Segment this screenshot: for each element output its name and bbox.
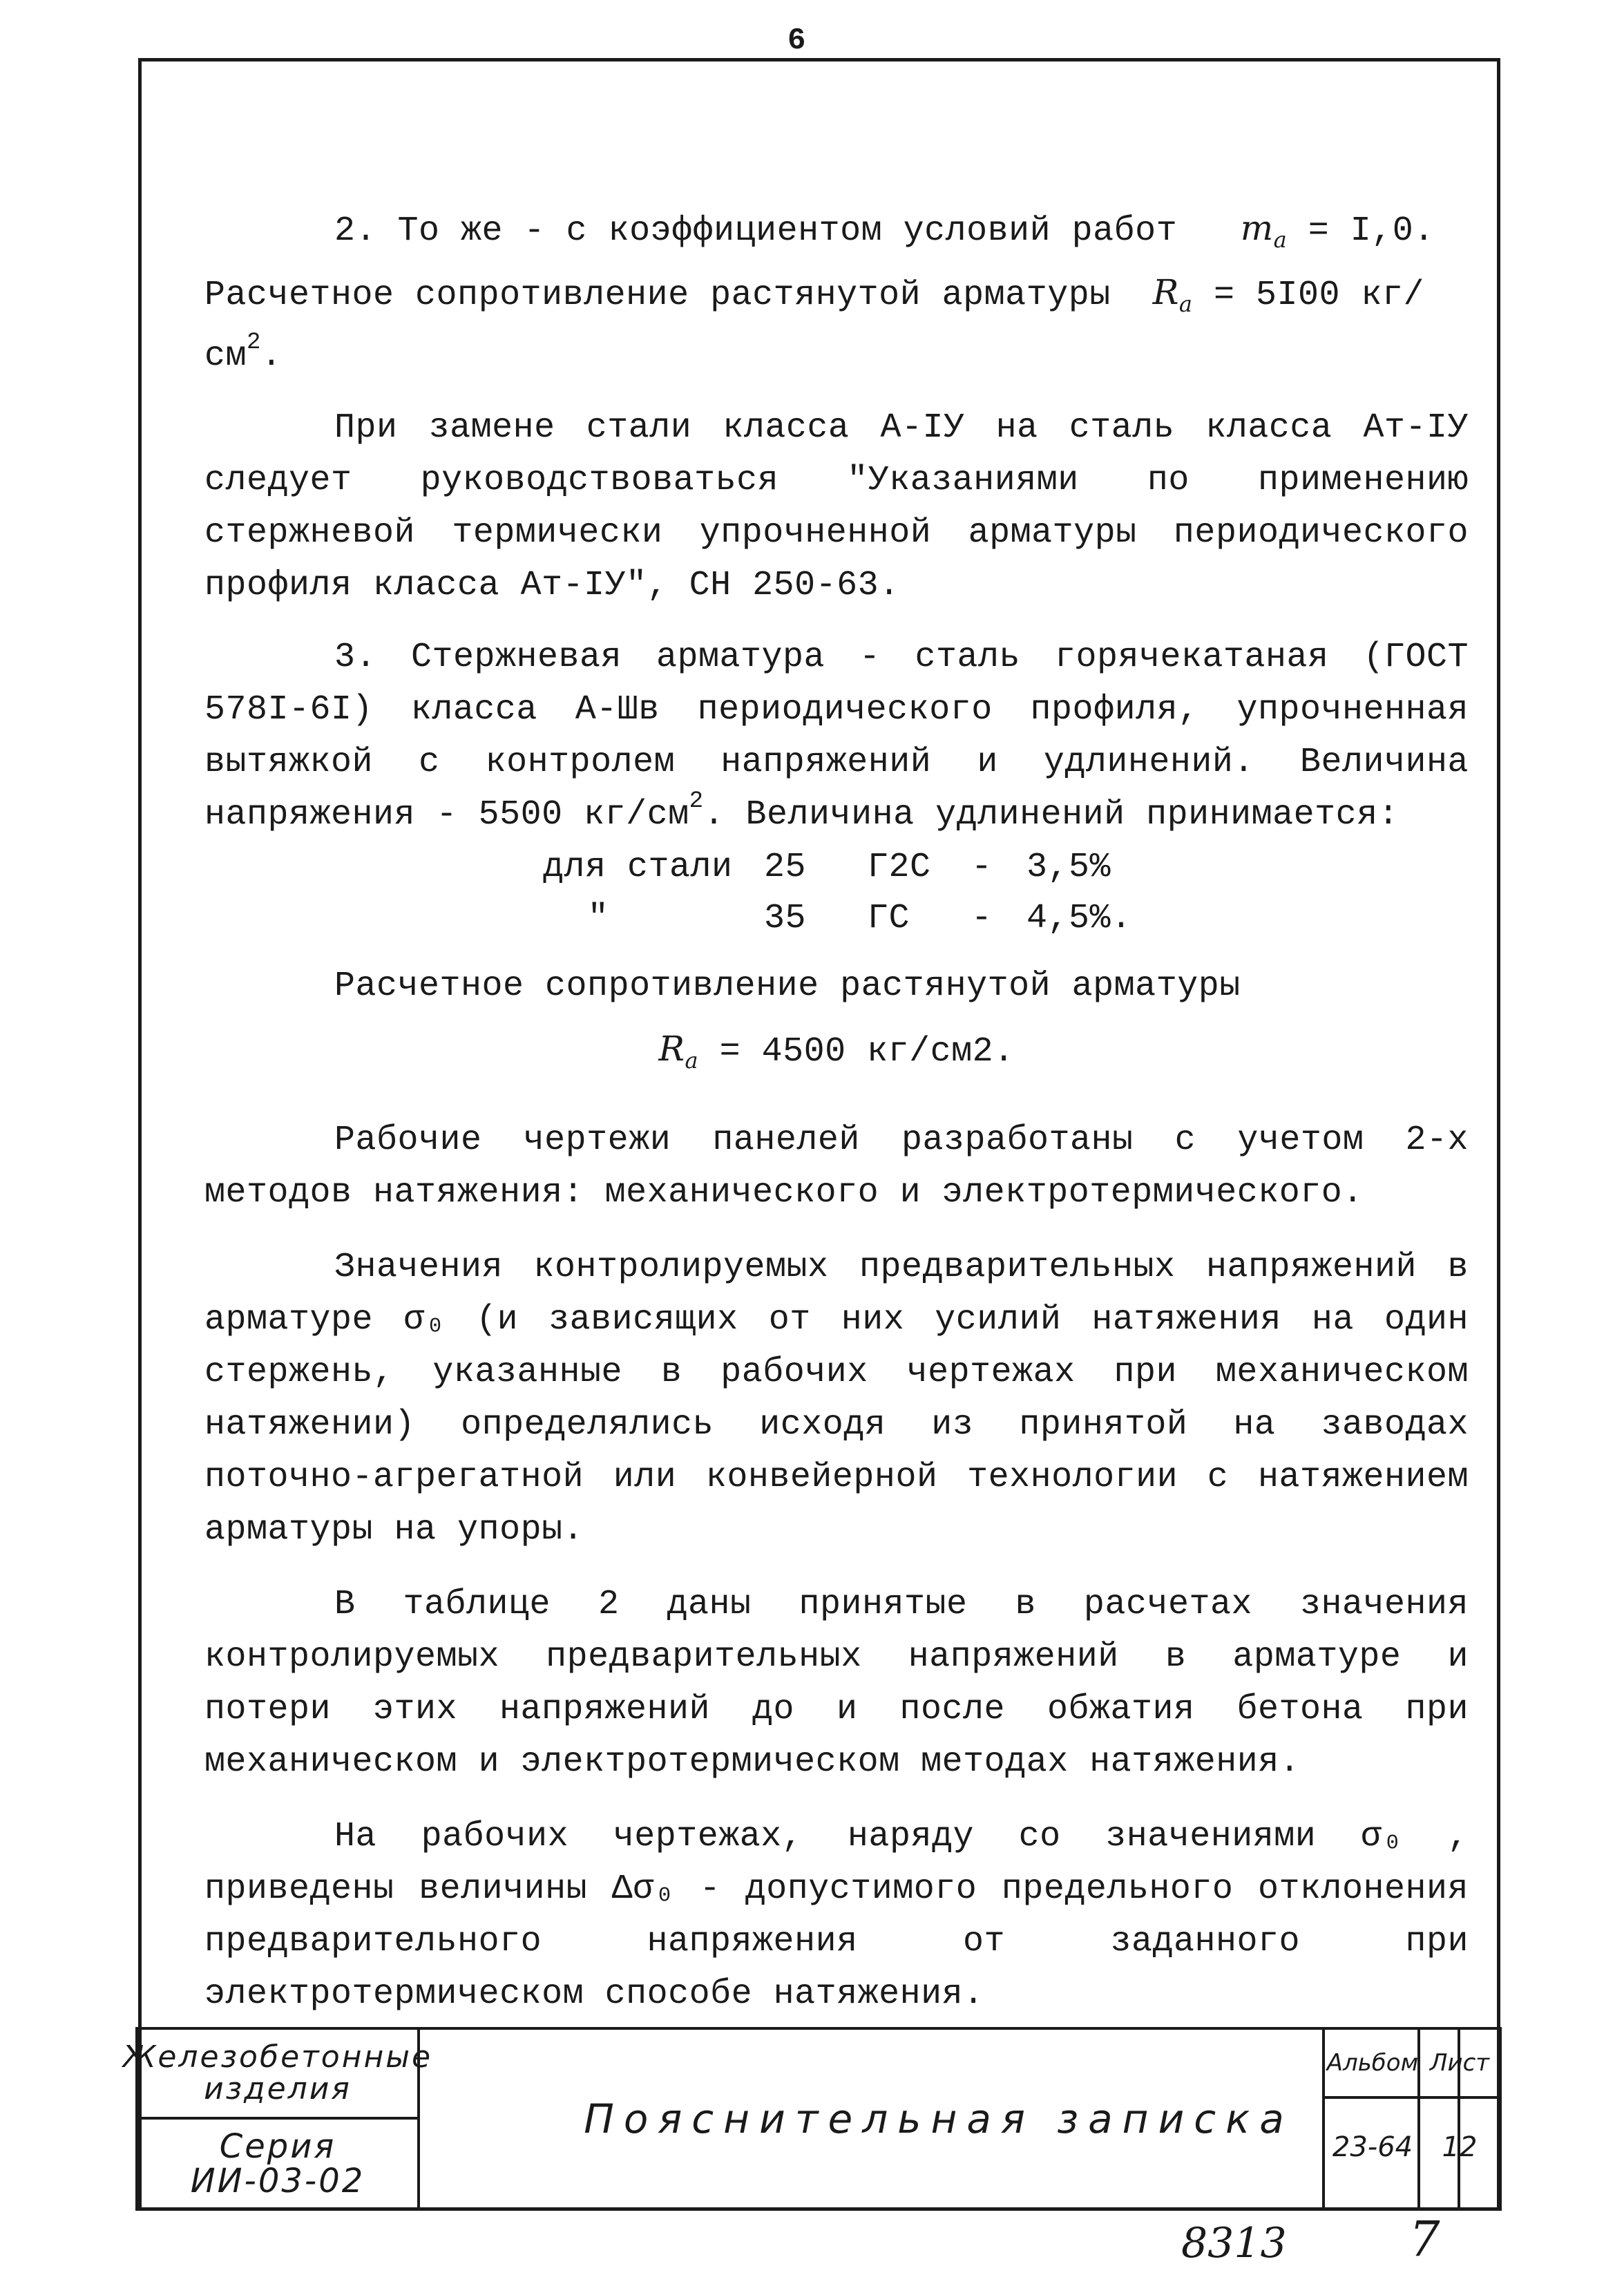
steel-row: для стали 25 Г2С - 3,5% — [543, 848, 1111, 887]
album-value: 23-64 — [1332, 2131, 1413, 2163]
category-line2: изделия — [204, 2071, 352, 2106]
paragraph-2-line1: 2. То же - с коэффициентом условий работ $m_а = I,0$. — [334, 208, 1435, 253]
paragraph-deviation: На рабочих чертежах, наряду со значениями σ₀ , приведены величины Δσ₀ - допустимого предельного отклонения предварительного напряжения от заданного при электротермическом способе натяжения. — [204, 1817, 1469, 2014]
archive-number: 8313 — [1181, 2219, 1287, 2267]
sheet-cell — [1417, 2027, 1502, 2211]
paragraph-table-2: В таблице 2 даны принятые в расчетах значения контролируемых предварительных напряжений в арматуре и потери этих напряжений до и после обжатия бетона при механическом и электротермическом методах натяжения. — [204, 1585, 1469, 1782]
series-cell — [135, 2117, 420, 2211]
document-title-cell — [417, 2027, 1460, 2211]
ra-symbol: $R_а$ — [1152, 272, 1193, 317]
ma-symbol: $m_а$ — [1240, 208, 1288, 253]
album-cell — [1322, 2027, 1420, 2211]
body-text — [204, 202, 1469, 2021]
sheet-count: 7 — [1409, 2211, 1440, 2267]
ra-formula: $R_а = 4500$ кг/см2. — [658, 1029, 1015, 1074]
series-label: Серия — [219, 2126, 336, 2166]
paragraph-2-line2: Расчетное сопротивление растянутой арматуры $R_а = 5I00$ $кг/см^2$. — [204, 272, 1425, 376]
paragraph-control-values: Значения контролируемых предварительных напряжений в арматуре σ₀ (и зависящих от них усилий натяжения на один стержень, указанные в рабочих чертежах при механическом натяжении) определялись исходя из принятой на заводах поточно-агрегатной или конвейерной технологии с натяжением арматуры на упоры. — [204, 1248, 1469, 1550]
series-value: ИИ-03-02 — [190, 2162, 365, 2200]
album-label: Альбом — [1326, 2049, 1419, 2077]
category-cell — [122, 2027, 433, 2120]
paragraph-3: 3. Стержневая арматура - сталь горячекатаная (ГОСТ 578I-6I) класса А-Шв периодического профиля, упрочненная вытяжкой с контролем напряжений и удлинений. Величина напряжения - 5500 $кг/см^2$. Величина удлинений принимается: — [204, 638, 1469, 835]
sheet-value: 12 — [1442, 2131, 1478, 2163]
title-block — [122, 2027, 1502, 2211]
sheet-label: Лист — [1429, 2049, 1490, 2077]
paragraph-resistance: Расчетное сопротивление растянутой арматуры — [334, 967, 1241, 1006]
page-number: 6 — [787, 23, 806, 58]
document-title: Пояснительная записка — [584, 2095, 1294, 2142]
steel-row: " 35 ГС - 4,5%. — [587, 899, 1132, 938]
category-line1: Железобетонные — [122, 2039, 433, 2075]
paragraph-drawings: Рабочие чертежи панелей разработаны с учетом 2-х методов натяжения: механического и электротермического. — [204, 1121, 1469, 1212]
steel-elongation-list — [543, 841, 1469, 944]
paragraph-replacement: При замене стали класса А-IУ на сталь класса Ат-IУ следует руководствоваться "Указаниями по применению стержневой термически упрочненной арматуры периодического профиля класса Ат-IУ", СН 250-63. — [204, 408, 1469, 605]
